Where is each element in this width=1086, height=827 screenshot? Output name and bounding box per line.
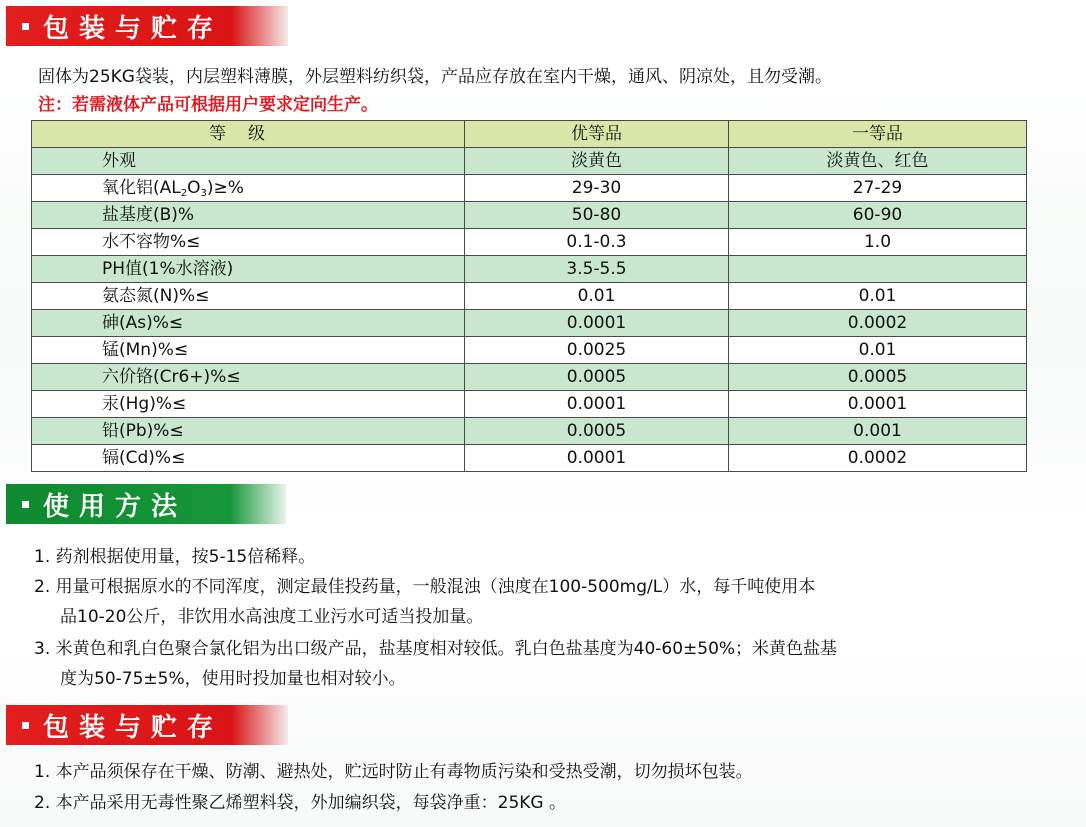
packaging-heading-text: 包装与贮存 (43, 13, 224, 44)
row-first: 淡黄色、红色 (729, 148, 1027, 175)
row-first: 0.0002 (729, 310, 1027, 337)
storage-item-1: 1. 本产品须保存在干燥、防潮、避热处，贮远时防止有毒物质污染和受热受潮，切勿损坏包装。 (34, 762, 753, 782)
usage-item-3: 3. 米黄色和乳白色聚合氯化铝为出口级产品，盐基度相对较低。乳白色盐基度为40-60±50%；米黄色盐基 (34, 639, 838, 659)
header-grade: 等级 (32, 121, 465, 148)
row-item: 氨态氮(N)%≤ (32, 283, 465, 310)
usage-heading (6, 484, 286, 524)
table-row (32, 445, 1027, 472)
row-first (729, 256, 1027, 283)
row-first: 27-29 (729, 175, 1027, 202)
row-first: 60-90 (729, 202, 1027, 229)
row-first: 0.0005 (729, 364, 1027, 391)
row-item: 外观 (32, 148, 465, 175)
bullet-icon (22, 722, 29, 729)
table-row (32, 148, 1027, 175)
packaging-heading-text: 包装与贮存 (43, 712, 224, 743)
table-row (32, 337, 1027, 364)
usage-item-2-cont: 品10-20公斤，非饮用水高浊度工业污水可适当投加量。 (60, 607, 484, 627)
row-premium: 29-30 (465, 175, 729, 202)
row-item: 水不容物%≤ (32, 229, 465, 256)
table-row (32, 283, 1027, 310)
packaging-heading-bottom (6, 705, 288, 745)
table-header-row (32, 121, 1027, 148)
row-item: 镉(Cd)%≤ (32, 445, 465, 472)
packaging-heading-top (6, 6, 288, 46)
table-row (32, 391, 1027, 418)
spec-table (31, 120, 1027, 472)
row-item: 砷(As)%≤ (32, 310, 465, 337)
bullet-icon (22, 501, 29, 508)
usage-item-3-cont: 度为50-75±5%，使用时投加量也相对较小。 (60, 669, 406, 689)
row-premium: 0.0005 (465, 364, 729, 391)
row-premium: 淡黄色 (465, 148, 729, 175)
row-item: 六价铬(Cr6+)%≤ (32, 364, 465, 391)
row-first: 0.0002 (729, 445, 1027, 472)
header-first: 一等品 (729, 121, 1027, 148)
header-premium: 优等品 (465, 121, 729, 148)
bullet-icon (22, 23, 29, 30)
row-premium: 0.0001 (465, 391, 729, 418)
row-premium: 0.01 (465, 283, 729, 310)
row-item: 锰(Mn)%≤ (32, 337, 465, 364)
row-item: PH值(1%水溶液) (32, 256, 465, 283)
row-item: 铅(Pb)%≤ (32, 418, 465, 445)
row-premium: 0.0001 (465, 310, 729, 337)
row-premium: 50-80 (465, 202, 729, 229)
usage-item-1: 1. 药剂根据使用量，按5-15倍稀释。 (34, 547, 316, 567)
table-row (32, 175, 1027, 202)
table-row (32, 256, 1027, 283)
table-row (32, 310, 1027, 337)
table-row (32, 364, 1027, 391)
table-row (32, 418, 1027, 445)
row-first: 0.0001 (729, 391, 1027, 418)
usage-heading-text: 使用方法 (43, 491, 188, 522)
row-premium: 0.0025 (465, 337, 729, 364)
row-first: 0.001 (729, 418, 1027, 445)
packaging-description: 固体为25KG袋装，内层塑料薄膜，外层塑料纺织袋，产品应存放在室内干燥，通风、阴凉处，且勿受潮。 (38, 67, 832, 87)
row-first: 0.01 (729, 283, 1027, 310)
storage-item-2: 2. 本产品采用无毒性聚乙烯塑料袋，外加编织袋，每袋净重：25KG 。 (34, 793, 566, 813)
table-row (32, 202, 1027, 229)
row-premium: 3.5-5.5 (465, 256, 729, 283)
liquid-product-note: 注：若需液体产品可根据用户要求定向生产。 (38, 95, 378, 115)
row-premium: 0.1-0.3 (465, 229, 729, 256)
row-first: 1.0 (729, 229, 1027, 256)
row-item: 汞(Hg)%≤ (32, 391, 465, 418)
row-first: 0.01 (729, 337, 1027, 364)
row-premium: 0.0001 (465, 445, 729, 472)
table-row (32, 229, 1027, 256)
row-premium: 0.0005 (465, 418, 729, 445)
row-item: 盐基度(B)% (32, 202, 465, 229)
usage-item-2: 2. 用量可根据原水的不同浑度，测定最佳投药量，一般混浊（浊度在100-500mg/L）水，每千吨使用本 (34, 577, 816, 597)
row-item: 氧化铝$(AL_2O_3)\ge\%$ (32, 175, 465, 202)
